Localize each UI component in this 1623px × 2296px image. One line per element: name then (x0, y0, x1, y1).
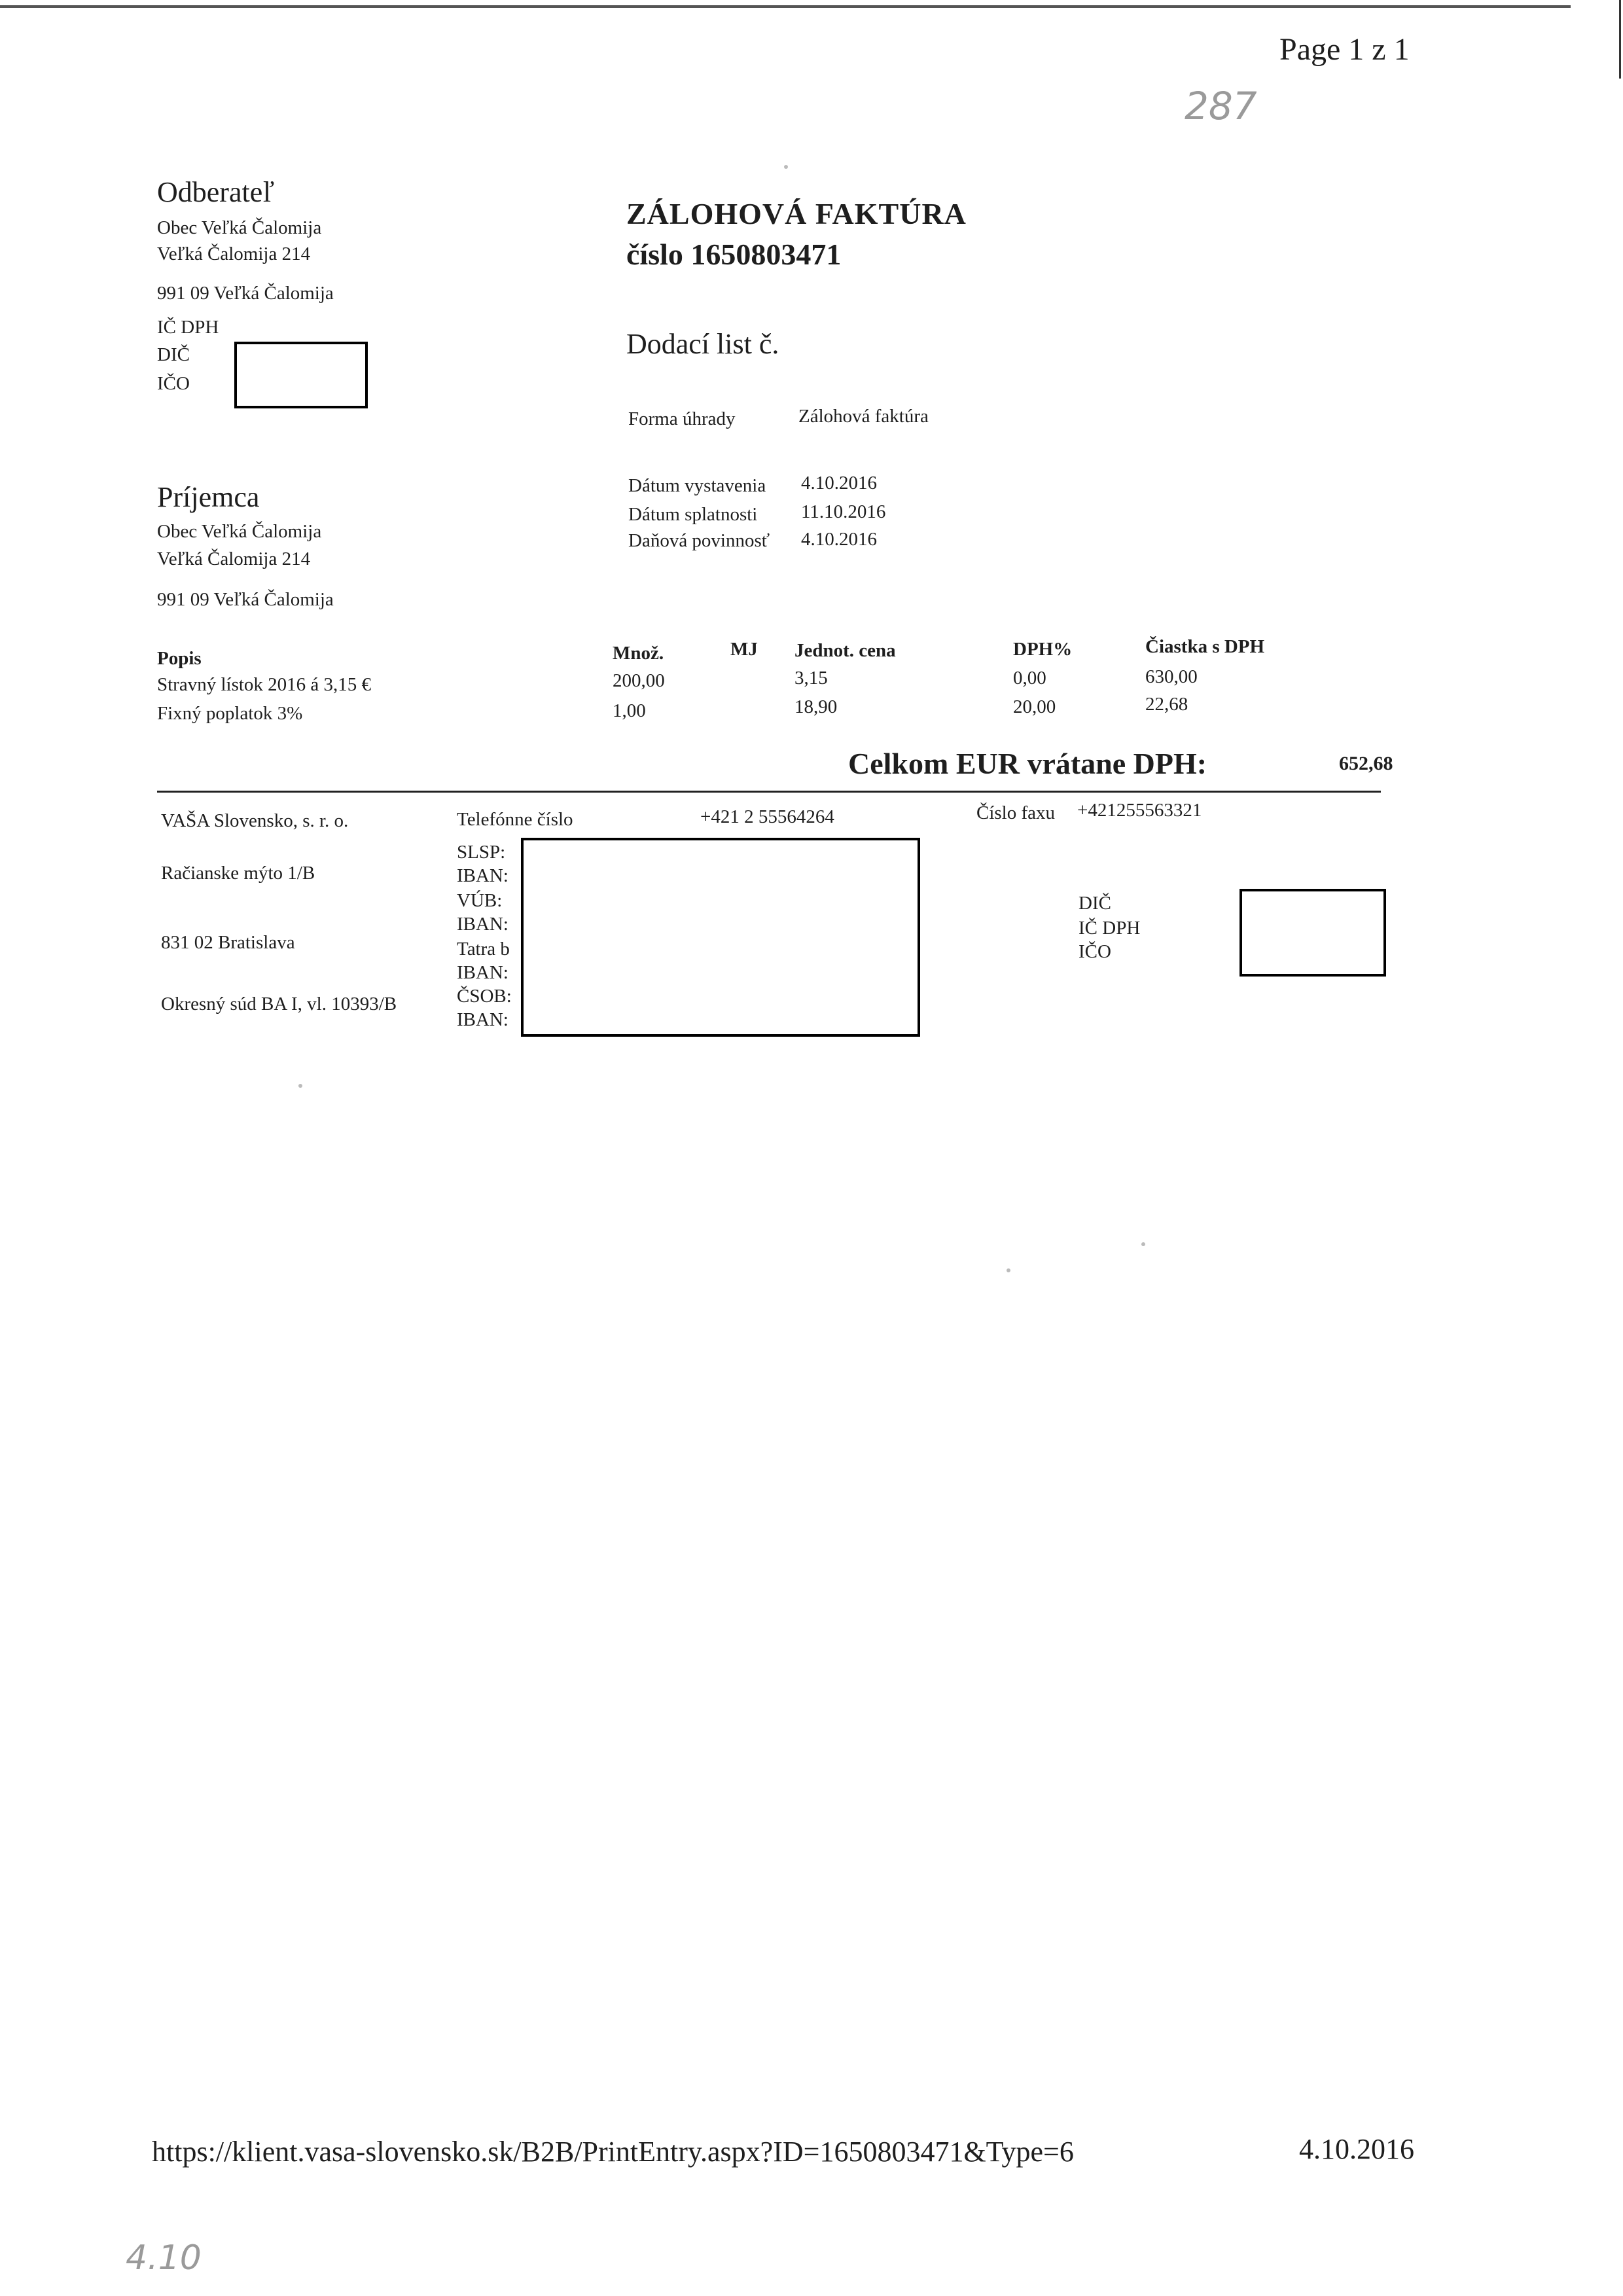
recipient-street: Veľká Čalomija 214 (157, 548, 311, 569)
col-header-description: Popis (157, 648, 202, 669)
bank-label-iban-4: IBAN: (457, 1009, 508, 1030)
fax-label: Číslo faxu (976, 802, 1056, 823)
document-number: číslo 1650803471 (626, 238, 842, 271)
tax-date-label: Daňová povinnosť (628, 530, 770, 551)
footer-url: https://klient.vasa-slovensko.sk/B2B/PrintEntry.aspx?ID=1650803471&Type=6 (152, 2136, 1074, 2168)
row-2-amount: 22,68 (1145, 694, 1188, 715)
bank-redaction-box (521, 838, 920, 1037)
recipient-city: 991 09 Veľká Čalomija (157, 589, 334, 610)
page-number: Page 1 z 1 (1279, 32, 1410, 67)
scan-speck (784, 165, 788, 169)
footer-date: 4.10.2016 (1299, 2133, 1414, 2165)
scan-speck (1141, 1242, 1145, 1246)
handwritten-date: 4.10 (126, 2238, 202, 2278)
buyer-redaction-box (234, 342, 368, 408)
bank-label-iban-3: IBAN: (457, 962, 508, 983)
total-label: Celkom EUR vrátane DPH: (848, 747, 1207, 780)
supplier-dic-label: DIČ (1079, 893, 1111, 914)
handwritten-number: 287 (1185, 84, 1257, 128)
delivery-note-label: Dodací list č. (626, 328, 779, 360)
col-header-unit-price: Jednot. cena (794, 640, 896, 661)
payment-form-value: Zálohová faktúra (798, 406, 929, 427)
supplier-redaction-box (1240, 889, 1386, 977)
issue-date-label: Dátum vystavenia (628, 475, 766, 496)
bank-label-iban-1: IBAN: (457, 865, 508, 886)
buyer-ico-label: IČO (157, 373, 190, 394)
top-border-line (0, 5, 1571, 8)
bank-label-vub: VÚB: (457, 890, 503, 911)
recipient-name: Obec Veľká Čalomija (157, 521, 322, 542)
supplier-street: Račianske mýto 1/B (161, 863, 315, 884)
scan-speck (298, 1084, 302, 1088)
due-date-label: Dátum splatnosti (628, 504, 758, 525)
phone-label: Telefónne číslo (457, 809, 573, 830)
row-1-unit-price: 3,15 (794, 668, 828, 689)
bank-label-iban-2: IBAN: (457, 914, 508, 935)
row-1-quantity: 200,00 (613, 670, 665, 691)
col-header-amount: Čiastka s DPH (1145, 636, 1265, 657)
row-2-vat-percent: 20,00 (1013, 696, 1056, 717)
buyer-dic-label: DIČ (157, 344, 190, 365)
row-2-description: Fixný poplatok 3% (157, 703, 303, 724)
buyer-street: Veľká Čalomija 214 (157, 243, 311, 264)
col-header-unit: MJ (730, 639, 758, 660)
issue-date-value: 4.10.2016 (801, 473, 877, 493)
tax-date-value: 4.10.2016 (801, 529, 877, 550)
document-title: ZÁLOHOVÁ FAKTÚRA (626, 197, 967, 230)
buyer-heading: Odberateľ (157, 176, 275, 208)
supplier-ic-dph-label: IČ DPH (1079, 918, 1141, 939)
due-date-value: 11.10.2016 (801, 501, 886, 522)
buyer-city: 991 09 Veľká Čalomija (157, 283, 334, 304)
bank-label-csob: ČSOB: (457, 986, 512, 1007)
supplier-court: Okresný súd BA I, vl. 10393/B (161, 994, 397, 1014)
bank-label-tatra: Tatra b (457, 939, 510, 960)
total-value: 652,68 (1339, 753, 1393, 774)
supplier-name: VAŠA Slovensko, s. r. o. (161, 810, 349, 831)
right-border-line (1619, 0, 1621, 79)
buyer-ic-dph-label: IČ DPH (157, 317, 219, 338)
buyer-name: Obec Veľká Čalomija (157, 217, 322, 238)
recipient-heading: Príjemca (157, 481, 260, 513)
supplier-ico-label: IČO (1079, 941, 1111, 962)
row-1-vat-percent: 0,00 (1013, 668, 1046, 689)
row-1-description: Stravný lístok 2016 á 3,15 € (157, 674, 372, 695)
row-1-amount: 630,00 (1145, 666, 1198, 687)
bank-label-slsp: SLSP: (457, 842, 506, 863)
supplier-city: 831 02 Bratislava (161, 932, 295, 953)
payment-form-label: Forma úhrady (628, 408, 736, 429)
fax-value: +421255563321 (1077, 800, 1202, 821)
row-2-quantity: 1,00 (613, 700, 646, 721)
col-header-quantity: Množ. (613, 643, 664, 664)
row-2-unit-price: 18,90 (794, 696, 838, 717)
phone-value: +421 2 55564264 (700, 806, 834, 827)
separator-line (157, 791, 1381, 793)
col-header-vat-percent: DPH% (1013, 639, 1073, 660)
scan-speck (1007, 1268, 1010, 1272)
